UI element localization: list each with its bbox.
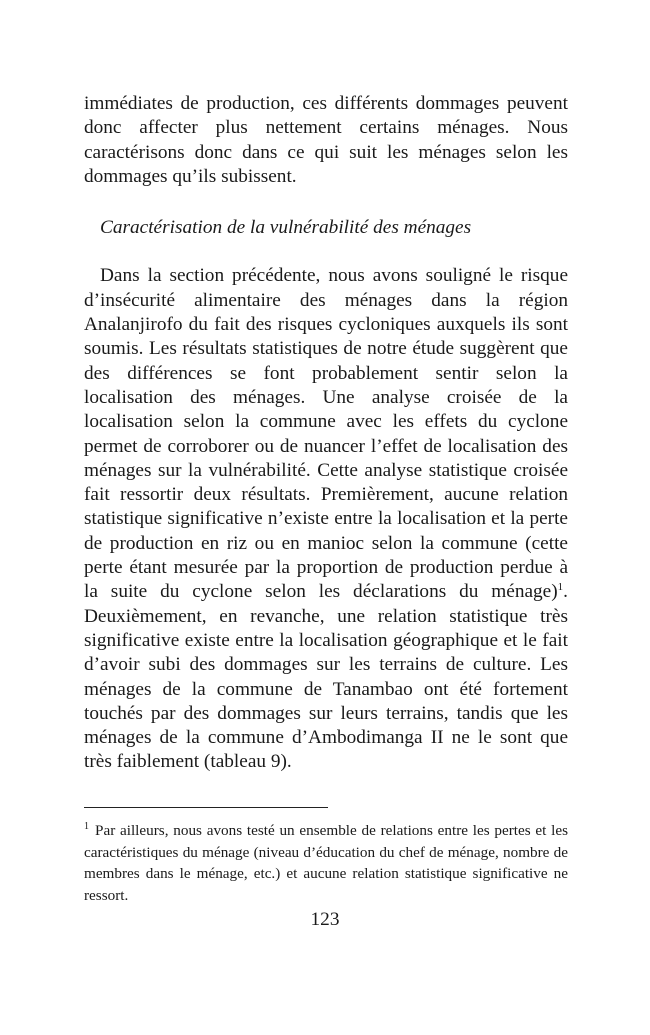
paragraph-2-part-2: . Deuxièmement, en revanche, une relation statistique très significative existe entre la localisation géographique et le fait d’avoir subi des dommages sur les terrains de culture. Les ménages de la commune de Tanambao ont été fortement touchés par des dommages sur leurs terrains, tandis que les ménages de la commune d’Ambodimanga II ne le sont que très faiblement (tableau 9). <box>84 581 568 773</box>
paragraph-1: immédiates de production, ces différents dommages peuvent donc affecter plus nettement certains ménages. Nous caractérisons donc dans ce qui suit les ménages selon les dommages qu’ils subissent. <box>84 93 568 187</box>
footnote-text: Par ailleurs, nous avons testé un ensemble de relations entre les pertes et les caractéristiques du ménage (niveau d’éducation du chef de ménage, nombre de membres dans le ménage, etc.) et aucune relation statistique significative ne ressort. <box>84 822 568 904</box>
paragraph-2-part-1: Dans la section précédente, nous avons souligné le risque d’insécurité alimentaire des ménages dans la région Analanjirofo du fait des risques cycloniques auxquels ils sont soumis. Les résultats statistiques de notre étude suggèrent que des différences se font probablement sentir selon la localisation des ménages. Une analyse croisée de la localisation selon la commune avec les effets du cyclone permet de corroborer ou de nuancer l’effet de localisation des ménages sur la vulnérabilité. Cette analyse statistique croisée fait ressortir deux résultats. Premièrement, aucune relation statistique significative n’existe entre la localisation et la perte de production en riz ou en manioc selon la commune (cette perte étant mesurée par la proportion de production perdue à la suite du cyclone selon les déclarations du ménage) <box>84 265 568 603</box>
footnote-marker: 1 <box>84 821 89 832</box>
page-body <box>84 92 568 775</box>
footnote-reference[interactable]: 1 <box>557 581 564 594</box>
footnote-separator <box>84 807 328 808</box>
footnote <box>84 820 568 906</box>
paragraph-2 <box>84 264 568 774</box>
section-heading: Caractérisation de la vulnérabilité des ménages <box>100 217 472 239</box>
page-number: 123 <box>310 909 340 930</box>
